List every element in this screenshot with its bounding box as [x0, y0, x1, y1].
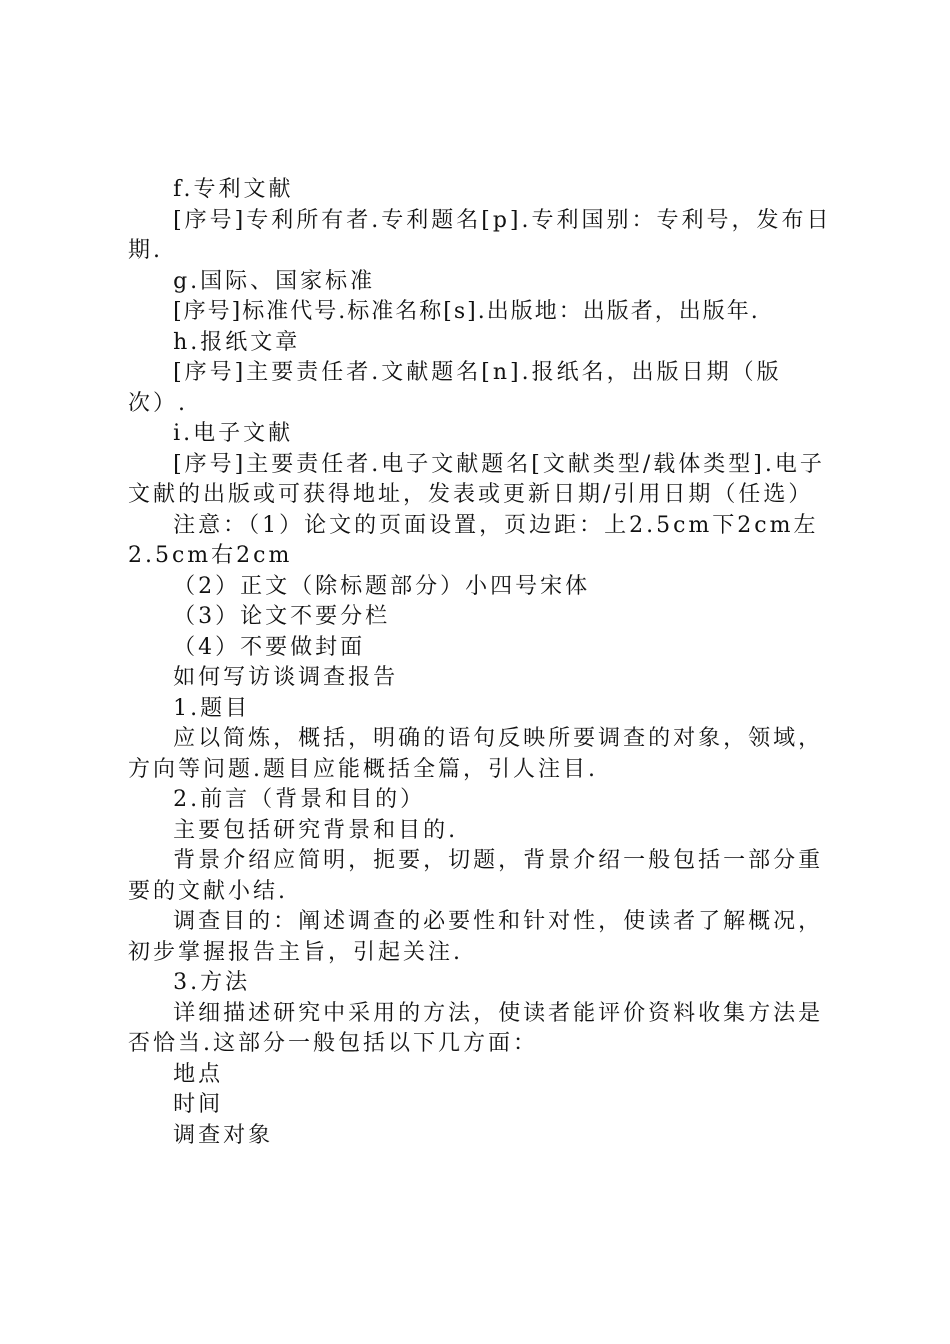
paragraph-preface-summary: 主要包括研究背景和目的.	[173, 817, 459, 843]
list-item-location: 地点	[173, 1061, 224, 1087]
paragraph-method-heading: 3.方法	[173, 970, 251, 995]
paragraph-standard-format: [序号]标准代号.标准名称[s].出版地：出版者，出版年.	[173, 299, 760, 324]
paragraph-patent-heading: f.专利文献	[173, 177, 294, 202]
paragraph-title-heading: 1.题目	[173, 695, 251, 721]
paragraph-background: 背景介绍应简明，扼要，切题，背景介绍一般包括一部分重要的文献小结.	[128, 848, 824, 904]
paragraph-electronic-format: [序号]主要责任者.电子文献题名[文献类型/载体类型].电子文献的出版或可获得地址，发表或更新日期/引用日期（任选）	[128, 451, 825, 507]
list-item-subjects: 调查对象	[173, 1122, 274, 1148]
paragraph-preface-heading: 2.前言（背景和目的）	[173, 787, 426, 812]
paragraph-note-cover: （4）不要做封面	[173, 634, 366, 660]
paragraph-newspaper-format: [序号]主要责任者.文献题名[n].报纸名，出版日期（版次）.	[128, 360, 782, 416]
list-item-time: 时间	[173, 1092, 224, 1117]
paragraph-note-margins: 注意：（1）论文的页面设置，页边距：上2.5cm下2cm左2.5cm右2cm	[128, 512, 819, 568]
paragraph-electronic-heading: i.电子文献	[173, 421, 294, 446]
document-body	[128, 175, 833, 1151]
paragraph-method-body: 详细描述研究中采用的方法，使读者能评价资料收集方法是否恰当.这部分一般包括以下几方面：	[128, 1000, 824, 1056]
paragraph-note-columns: （3）论文不要分栏	[173, 604, 391, 629]
paragraph-standard-heading: g.国际、国家标准	[173, 268, 376, 294]
paragraph-patent-format: [序号]专利所有者.专利题名[p].专利国别：专利号，发布日期.	[128, 207, 832, 263]
paragraph-newspaper-heading: h.报纸文章	[173, 329, 301, 355]
paragraph-title-body: 应以简炼，概括，明确的语句反映所要调查的对象，领域，方向等问题.题目应能概括全篇，引人注目.	[128, 726, 824, 782]
section-title-interview-report: 如何写访谈调查报告	[173, 665, 399, 690]
paragraph-purpose: 调查目的：阐述调查的必要性和针对性，使读者了解概况，初步掌握报告主旨，引起关注.	[128, 909, 824, 965]
paragraph-note-font: （2）正文（除标题部分）小四号宋体	[173, 573, 591, 599]
